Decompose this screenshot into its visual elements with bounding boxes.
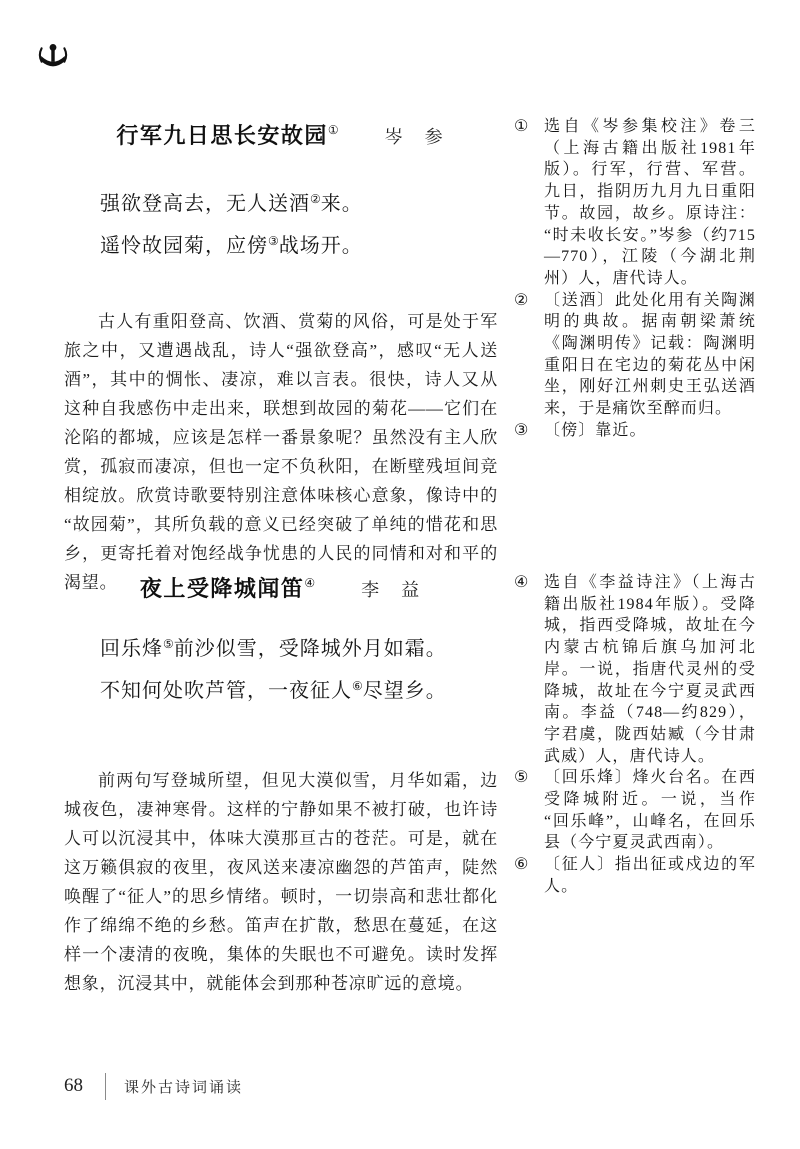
poem1-note2-ref: ②: [310, 192, 321, 206]
poem2-commentary: 前两句写登城所望，但见大漠似雪，月华如霜，边城夜色，凄神寒骨。这样的宁静如果不被打破，也许诗人可以沉浸其中，体味大漠那亘古的苍茫。可是，就在这万籁俱寂的夜里，夜风送来凄凉幽怨的芦笛声，陡然唤醒了“征人”的思乡情绪。顿时，一切崇高和悲壮都化作了绵绵不绝的乡愁。笛声在扩散，愁思在蔓延，在这样一个凄清的夜晚，集体的失眠也不可避免。读时发挥想象，沉浸其中，就能体会到那种苍凉旷远的意境。: [64, 771, 498, 993]
annotations-group1: [514, 116, 756, 442]
footer-divider: [105, 1073, 106, 1100]
annotation-6-text: 〔征人〕指出征或戍边的军人。: [544, 856, 756, 895]
poem1-note3-ref: ③: [268, 234, 279, 248]
poem1-line2-text-end: 战场开。: [278, 235, 363, 257]
poem2-title-text: 夜上受降城闻笛: [139, 576, 305, 601]
poem2-author: 李 益: [361, 580, 422, 600]
annotation-5-number: ⑤: [514, 769, 529, 787]
poem2-title: [140, 572, 315, 603]
annotation-4-number: ④: [514, 574, 529, 591]
poem2-title-row: [64, 572, 497, 603]
poem1-author: 岑 参: [384, 127, 445, 147]
poem2-body: [100, 626, 447, 710]
poem1-body: [100, 181, 363, 265]
footer-section-label: 课外古诗词诵读: [124, 1079, 244, 1096]
poem1-line2-text: 遥怜故园菊，应傍: [100, 235, 268, 257]
poem1-title-text: 行军九日思长安故园: [116, 123, 328, 148]
poem1-line2: [100, 223, 363, 265]
annotation-2: [514, 290, 756, 420]
annotation-6-number: ⑥: [514, 856, 529, 874]
poem1-title-row: [64, 119, 497, 150]
poem2-line2: [100, 668, 447, 710]
poem1-commentary: 古人有重阳登高、饮酒、赏菊的风俗，可是处于军旅之中，又遭遇战乱，诗人“强欲登高”，感叹“无人送酒”，其中的惆怅、凄凉，难以言表。很快，诗人又从这种自我感伤中走出来，联想到故园的菊花——它们在沦陷的都城，应该是怎样一番景象呢？虽然没有主人欣赏，孤寂而凄凉，但也一定不负秋阳，在断壁残垣间竞相绽放。欣赏诗歌要特别注意体味核心意象，像诗中的“故园菊”，其所负载的意义已经突破了单纯的惜花和思乡，更寄托着对饱经战争忧患的人民的同情和对和平的渴望。: [64, 312, 498, 592]
poem2-line1: [100, 626, 447, 668]
annotation-3-text: 〔傍〕靠近。: [544, 421, 647, 439]
annotation-5-text: 〔回乐烽〕烽火台名。在西受降城附近。一说，当作“回乐峰”，山峰名，在回乐县（今宁夏灵武西南）。: [544, 769, 756, 852]
annotation-3-number: ③: [514, 421, 529, 439]
page-number: 68: [64, 1075, 83, 1096]
anchor-icon: [34, 36, 72, 74]
poem1-title: [116, 119, 338, 150]
poem1-line1-text-end: 来。: [320, 193, 363, 215]
annotation-6: [514, 854, 756, 897]
annotation-2-text: 〔送酒〕此处化用有关陶渊明的典故。据南朝梁萧统《陶渊明传》记载：陶渊明重阳日在宅边的菊花丛中闲坐，刚好江州刺史王弘送酒来，于是痛饮至醉而归。: [544, 291, 756, 418]
annotation-5: [514, 767, 756, 854]
poem1-line1-text: 强欲登高去，无人送酒: [100, 193, 310, 215]
page-footer: [64, 1070, 243, 1102]
annotation-2-number: ②: [514, 291, 529, 309]
poem2-line1-text: 回乐烽: [100, 638, 163, 660]
poem2-note5-ref: ⑤: [163, 637, 174, 651]
poem2-line2-text: 不知何处吹芦管，一夜征人: [100, 680, 352, 702]
poem1-line1: [100, 181, 363, 223]
annotation-1: [514, 116, 756, 290]
poem2-note6-ref: ⑥: [352, 679, 363, 693]
annotation-1-number: ①: [514, 118, 529, 135]
poem2-title-note-ref: ④: [304, 576, 316, 590]
annotations-group2: [514, 572, 756, 898]
poem1-title-note-ref: ①: [327, 123, 339, 137]
annotation-4: [514, 572, 756, 767]
annotation-3: [514, 420, 756, 442]
poem2-line2-text-end: 尽望乡。: [362, 680, 447, 702]
annotation-1-text: 选自《岑参集校注》卷三（上海古籍出版社1981年版）。行军，行营、军营。九日，指阴历九月九日重阳节。故园，故乡。原诗注：“时未收长安。”岑参（约715—770），江陵（今湖北荆州）人，唐代诗人。: [544, 118, 756, 287]
annotation-4-text: 选自《李益诗注》（上海古籍出版社1984年版）。受降城，指西受降城，故址在今内蒙古杭锦后旗乌加河北岸。一说，指唐代灵州的受降城，故址在今宁夏灵武西南。李益（748—约829），字君虞，陇西姑臧（今甘肃武威）人，唐代诗人。: [544, 574, 756, 765]
poem2-line1-text-end: 前沙似雪，受降城外月如霜。: [173, 638, 447, 660]
